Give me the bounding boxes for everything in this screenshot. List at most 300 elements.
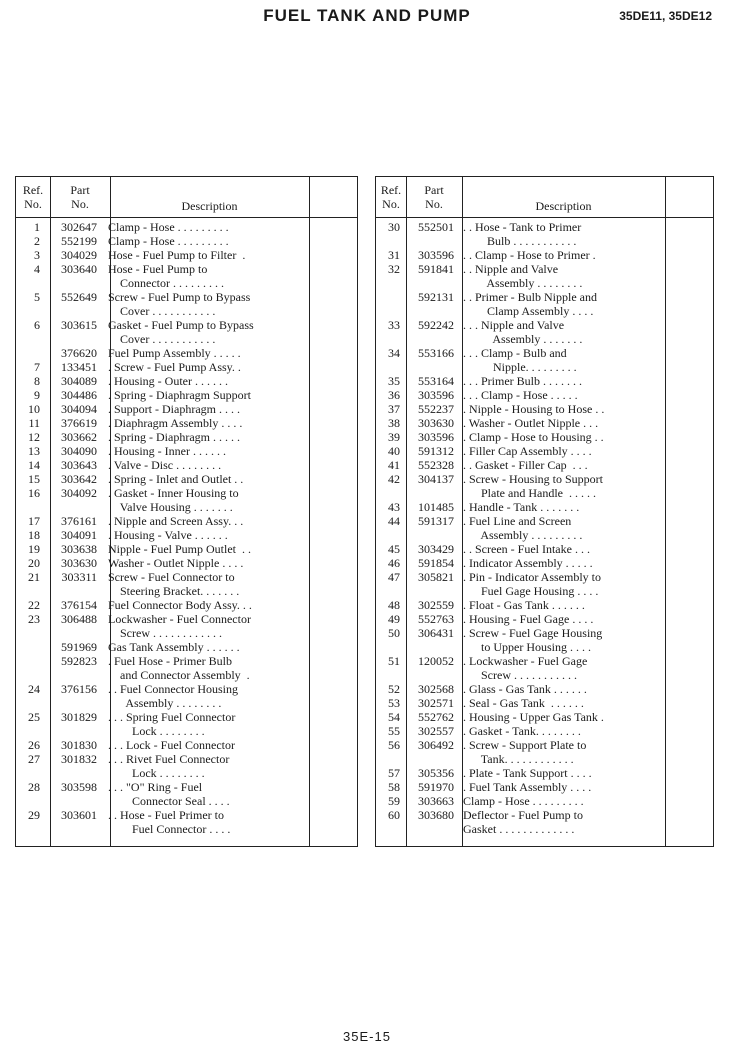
- ref-number: 52: [388, 682, 400, 696]
- ref-number: 36: [388, 388, 400, 402]
- parts-row: [16, 444, 357, 458]
- part-description: Screw . . . . . . . . . . . .: [108, 626, 222, 640]
- part-description: . Fuel Hose - Primer Bulb: [108, 654, 232, 668]
- part-description: . . Hose - Fuel Primer to: [108, 808, 224, 822]
- ref-number: 13: [28, 444, 40, 458]
- header-ref-line1: Ref.: [22, 183, 44, 197]
- part-number: 302571: [418, 696, 454, 710]
- parts-row: [16, 318, 357, 332]
- part-number: [400, 822, 457, 836]
- part-number: 101485: [418, 500, 454, 514]
- parts-row: [16, 794, 357, 808]
- ref-number: 9: [34, 388, 40, 402]
- part-description: Assembly . . . . . . . .: [463, 276, 583, 290]
- part-number: 305356: [418, 766, 454, 780]
- parts-row: [16, 248, 357, 262]
- header-description-label: Description: [535, 199, 592, 213]
- parts-row: [16, 738, 357, 752]
- parts-row: [16, 458, 357, 472]
- parts-row: [376, 654, 713, 668]
- parts-row: [16, 430, 357, 444]
- ref-number: 57: [388, 766, 400, 780]
- part-number: 304029: [61, 248, 97, 262]
- part-number: [40, 724, 101, 738]
- part-number: 591969: [61, 640, 97, 654]
- part-number: 303640: [61, 262, 97, 276]
- model-numbers: 35DE11, 35DE12: [619, 9, 712, 23]
- ref-number: 21: [28, 570, 40, 584]
- header-ref-line2: No.: [382, 197, 400, 211]
- ref-number: 14: [28, 458, 40, 472]
- parts-row: [16, 374, 357, 388]
- ref-number: 10: [28, 402, 40, 416]
- part-number: 553164: [418, 374, 454, 388]
- ref-number: 15: [28, 472, 40, 486]
- ref-number: 33: [388, 318, 400, 332]
- part-description: . Glass - Gas Tank . . . . . .: [463, 682, 587, 696]
- parts-row: [16, 332, 357, 346]
- ref-number: 16: [28, 486, 40, 500]
- part-description: Bulb . . . . . . . . . . .: [463, 234, 577, 248]
- ref-number: [16, 640, 40, 654]
- header-part: [406, 177, 462, 217]
- part-description: . Housing - Fuel Gage . . . .: [463, 612, 594, 626]
- part-number: [40, 668, 101, 682]
- parts-row: [376, 556, 713, 570]
- parts-row: [16, 262, 357, 276]
- part-number: [40, 332, 101, 346]
- ref-number: 19: [28, 542, 40, 556]
- parts-row: [16, 570, 357, 584]
- header-divider: [376, 217, 713, 218]
- ref-number: 3: [34, 248, 40, 262]
- part-number: 591841: [418, 262, 454, 276]
- parts-row: [16, 696, 357, 710]
- part-number: 303429: [418, 542, 454, 556]
- part-number: [40, 626, 101, 640]
- part-number: 302568: [418, 682, 454, 696]
- ref-number: [16, 304, 40, 318]
- part-description: . Screw - Housing to Support: [463, 472, 603, 486]
- ref-number: 47: [388, 570, 400, 584]
- part-number: 133451: [61, 360, 97, 374]
- part-number: [40, 500, 101, 514]
- part-description: . . . Clamp - Hose . . . . .: [463, 388, 578, 402]
- part-description: . Float - Gas Tank . . . . . .: [463, 598, 585, 612]
- part-description: . Pin - Indicator Assembly to: [463, 570, 601, 584]
- part-description: . Nipple and Screen Assy. . .: [108, 514, 244, 528]
- parts-row: [16, 668, 357, 682]
- part-description: . Spring - Diaphragm . . . . .: [108, 430, 240, 444]
- header-part-line1: Part: [424, 183, 444, 197]
- part-description: . Support - Diaphragm . . . .: [108, 402, 240, 416]
- part-number: 591970: [418, 780, 454, 794]
- part-number: 303311: [61, 570, 97, 584]
- ref-number: 50: [388, 626, 400, 640]
- rows-left: [16, 220, 357, 836]
- part-number: 552328: [418, 458, 454, 472]
- parts-row: [16, 276, 357, 290]
- part-description: . Screw - Fuel Gage Housing: [463, 626, 603, 640]
- part-description: Cover . . . . . . . . . . .: [108, 332, 216, 346]
- ref-number: 4: [34, 262, 40, 276]
- part-description: . Plate - Tank Support . . . .: [463, 766, 592, 780]
- parts-row: [16, 556, 357, 570]
- part-description: Valve Housing . . . . . . .: [108, 500, 233, 514]
- part-number: 302557: [418, 724, 454, 738]
- header-part: [50, 177, 110, 217]
- ref-number: 45: [388, 542, 400, 556]
- part-description: . . . Spring Fuel Connector: [108, 710, 236, 724]
- parts-table-left: [15, 176, 358, 847]
- ref-number: 8: [34, 374, 40, 388]
- part-description: Fuel Gage Housing . . . .: [463, 584, 599, 598]
- part-number: 302559: [418, 598, 454, 612]
- ref-number: [376, 668, 400, 682]
- parts-row: [376, 374, 713, 388]
- part-description: . Housing - Upper Gas Tank .: [463, 710, 604, 724]
- part-number: [400, 584, 457, 598]
- parts-row: [376, 416, 713, 430]
- part-description: . . Fuel Connector Housing: [108, 682, 238, 696]
- header-part-line2: No.: [71, 197, 89, 211]
- parts-row: [376, 668, 713, 682]
- page-title: FUEL TANK AND PUMP: [263, 6, 471, 25]
- parts-row: [376, 724, 713, 738]
- part-number: 304092: [61, 486, 97, 500]
- parts-row: [376, 570, 713, 584]
- ref-number: 41: [388, 458, 400, 472]
- ref-number: 44: [388, 514, 400, 528]
- part-number: 301829: [61, 710, 97, 724]
- parts-row: [16, 220, 357, 234]
- part-description: . Spring - Inlet and Outlet . .: [108, 472, 244, 486]
- parts-row: [376, 598, 713, 612]
- ref-number: 30: [388, 220, 400, 234]
- part-description: . Screw - Support Plate to: [463, 738, 587, 752]
- ref-number: [376, 640, 400, 654]
- ref-number: 32: [388, 262, 400, 276]
- ref-number: [376, 822, 400, 836]
- part-description: . . . Lock - Fuel Connector: [108, 738, 235, 752]
- part-number: [40, 794, 101, 808]
- part-number: 303598: [61, 780, 97, 794]
- part-description: Gas Tank Assembly . . . . . .: [108, 640, 240, 654]
- parts-row: [16, 822, 357, 836]
- ref-number: 43: [388, 500, 400, 514]
- part-number: 304137: [418, 472, 454, 486]
- part-description: Fuel Connector Body Assy. . .: [108, 598, 252, 612]
- header-ref: [16, 177, 50, 217]
- header-part-line1: Part: [70, 183, 90, 197]
- part-number: 303596: [418, 388, 454, 402]
- ref-number: 58: [388, 780, 400, 794]
- header-ref: [376, 177, 406, 217]
- parts-row: [376, 346, 713, 360]
- parts-row: [376, 626, 713, 640]
- ref-number: 42: [388, 472, 400, 486]
- parts-row: [376, 220, 713, 234]
- part-number: 304091: [61, 528, 97, 542]
- parts-row: [376, 486, 713, 500]
- part-number: 305821: [418, 570, 454, 584]
- parts-row: [16, 710, 357, 724]
- part-number: 376620: [61, 346, 97, 360]
- parts-row: [16, 402, 357, 416]
- part-description: . . Screen - Fuel Intake . . .: [463, 542, 590, 556]
- ref-number: 60: [388, 808, 400, 822]
- ref-number: 18: [28, 528, 40, 542]
- parts-row: [376, 388, 713, 402]
- parts-row: [376, 514, 713, 528]
- part-number: [40, 584, 101, 598]
- part-description: Connector . . . . . . . . .: [108, 276, 224, 290]
- parts-row: [376, 472, 713, 486]
- ref-number: 25: [28, 710, 40, 724]
- parts-row: [376, 542, 713, 556]
- part-description: . Valve - Disc . . . . . . . .: [108, 458, 222, 472]
- parts-row: [376, 318, 713, 332]
- part-description: . . . Clamp - Bulb and: [463, 346, 567, 360]
- ref-number: [16, 794, 40, 808]
- ref-number: [16, 346, 40, 360]
- ref-number: 5: [34, 290, 40, 304]
- ref-number: [376, 360, 400, 374]
- part-description: . . . Primer Bulb . . . . . . .: [463, 374, 582, 388]
- part-description: . Indicator Assembly . . . . .: [463, 556, 593, 570]
- header-divider: [16, 217, 357, 218]
- ref-number: [376, 486, 400, 500]
- part-description: Cover . . . . . . . . . . .: [108, 304, 216, 318]
- part-description: Screw . . . . . . . . . . .: [463, 668, 577, 682]
- part-description: Washer - Outlet Nipple . . . .: [108, 556, 244, 570]
- part-number: 301830: [61, 738, 97, 752]
- ref-number: 17: [28, 514, 40, 528]
- parts-row: [376, 248, 713, 262]
- part-description: Deflector - Fuel Pump to: [463, 808, 583, 822]
- part-number: 303596: [418, 248, 454, 262]
- part-number: 303663: [418, 794, 454, 808]
- parts-row: [16, 654, 357, 668]
- part-description: . Spring - Diaphragm Support: [108, 388, 251, 402]
- parts-row: [376, 696, 713, 710]
- part-number: 552763: [418, 612, 454, 626]
- parts-row: [376, 766, 713, 780]
- part-number: 303643: [61, 458, 97, 472]
- part-description: . . Nipple and Valve: [463, 262, 559, 276]
- part-description: . Housing - Valve . . . . . .: [108, 528, 228, 542]
- part-description: Clamp - Hose . . . . . . . . .: [463, 794, 584, 808]
- ref-number: 27: [28, 752, 40, 766]
- parts-row: [376, 304, 713, 318]
- part-description: Screw - Fuel Connector to: [108, 570, 235, 584]
- part-number: 301832: [61, 752, 97, 766]
- part-description: . Nipple - Housing to Hose . .: [463, 402, 605, 416]
- parts-row: [16, 472, 357, 486]
- header-ref-line2: No.: [24, 197, 42, 211]
- ref-number: 49: [388, 612, 400, 626]
- ref-number: 34: [388, 346, 400, 360]
- header-description: [462, 177, 665, 217]
- ref-number: 38: [388, 416, 400, 430]
- part-description: . . Clamp - Hose to Primer .: [463, 248, 596, 262]
- header-ref-line1: Ref.: [380, 183, 402, 197]
- ref-number: 46: [388, 556, 400, 570]
- part-number: [400, 304, 457, 318]
- part-number: [40, 766, 101, 780]
- part-number: 304089: [61, 374, 97, 388]
- part-description: Nipple. . . . . . . . .: [463, 360, 577, 374]
- part-description: . Housing - Outer . . . . . .: [108, 374, 228, 388]
- parts-row: [16, 640, 357, 654]
- ref-number: [16, 766, 40, 780]
- ref-number: 22: [28, 598, 40, 612]
- ref-number: [376, 528, 400, 542]
- ref-number: [16, 584, 40, 598]
- parts-row: [16, 780, 357, 794]
- part-number: 592823: [61, 654, 97, 668]
- parts-row: [376, 738, 713, 752]
- part-number: 306492: [418, 738, 454, 752]
- part-number: 376156: [61, 682, 97, 696]
- ref-number: 31: [388, 248, 400, 262]
- part-number: 376619: [61, 416, 97, 430]
- part-description: Assembly . . . . . . . . .: [463, 528, 583, 542]
- part-description: . . . "O" Ring - Fuel: [108, 780, 203, 794]
- ref-number: 2: [34, 234, 40, 248]
- part-number: 553166: [418, 346, 454, 360]
- part-number: 552649: [61, 290, 97, 304]
- parts-row: [376, 262, 713, 276]
- part-number: 303630: [418, 416, 454, 430]
- part-number: 306488: [61, 612, 97, 626]
- part-description: . . Hose - Tank to Primer: [463, 220, 582, 234]
- ref-number: 37: [388, 402, 400, 416]
- ref-number: 54: [388, 710, 400, 724]
- parts-row: [376, 500, 713, 514]
- part-description: Fuel Connector . . . .: [108, 822, 231, 836]
- parts-row: [376, 584, 713, 598]
- ref-number: [16, 822, 40, 836]
- part-description: Steering Bracket. . . . . . .: [108, 584, 240, 598]
- part-description: Lockwasher - Fuel Connector: [108, 612, 251, 626]
- part-number: [400, 276, 457, 290]
- part-number: 303638: [61, 542, 97, 556]
- parts-row: [16, 542, 357, 556]
- ref-number: 40: [388, 444, 400, 458]
- part-description: Lock . . . . . . . .: [108, 766, 205, 780]
- part-description: . Clamp - Hose to Housing . .: [463, 430, 604, 444]
- header-description: [110, 177, 309, 217]
- part-number: 376154: [61, 598, 97, 612]
- parts-row: [376, 710, 713, 724]
- header-description-label: Description: [181, 199, 238, 213]
- part-description: to Upper Housing . . . .: [463, 640, 591, 654]
- parts-row: [376, 780, 713, 794]
- part-description: Clamp - Hose . . . . . . . . .: [108, 220, 229, 234]
- part-description: . Lockwasher - Fuel Gage: [463, 654, 588, 668]
- part-number: 306431: [418, 626, 454, 640]
- part-number: [400, 752, 457, 766]
- ref-number: 28: [28, 780, 40, 794]
- parts-row: [16, 724, 357, 738]
- parts-row: [376, 794, 713, 808]
- parts-row: [16, 626, 357, 640]
- ref-number: 1: [34, 220, 40, 234]
- part-description: Hose - Fuel Pump to: [108, 262, 208, 276]
- part-number: [400, 640, 457, 654]
- part-description: Gasket - Fuel Pump to Bypass: [108, 318, 254, 332]
- parts-row: [376, 528, 713, 542]
- parts-row: [376, 444, 713, 458]
- ref-number: [16, 696, 40, 710]
- part-description: Nipple - Fuel Pump Outlet . .: [108, 542, 251, 556]
- part-description: Clamp - Hose . . . . . . . . .: [108, 234, 229, 248]
- part-description: Lock . . . . . . . .: [108, 724, 205, 738]
- part-number: [400, 332, 457, 346]
- parts-row: [376, 752, 713, 766]
- ref-number: 48: [388, 598, 400, 612]
- part-number: [40, 696, 101, 710]
- part-number: [40, 304, 101, 318]
- part-number: 552237: [418, 402, 454, 416]
- ref-number: [16, 276, 40, 290]
- part-number: 303615: [61, 318, 97, 332]
- part-number: 303680: [418, 808, 454, 822]
- part-number: 303596: [418, 430, 454, 444]
- parts-row: [16, 514, 357, 528]
- parts-row: [16, 290, 357, 304]
- part-number: 592131: [418, 290, 454, 304]
- part-number: 591854: [418, 556, 454, 570]
- part-number: 591317: [418, 514, 454, 528]
- parts-row: [16, 500, 357, 514]
- part-number: 304090: [61, 444, 97, 458]
- parts-row: [16, 682, 357, 696]
- part-number: [400, 668, 457, 682]
- ref-number: 11: [28, 416, 40, 430]
- part-number: 303642: [61, 472, 97, 486]
- part-number: 304094: [61, 402, 97, 416]
- ref-number: [376, 304, 400, 318]
- part-number: 592242: [418, 318, 454, 332]
- parts-row: [376, 822, 713, 836]
- part-description: Plate and Handle . . . . .: [463, 486, 596, 500]
- parts-row: [376, 332, 713, 346]
- parts-row: [376, 430, 713, 444]
- part-number: 303662: [61, 430, 97, 444]
- ref-number: 24: [28, 682, 40, 696]
- parts-row: [16, 234, 357, 248]
- ref-number: 26: [28, 738, 40, 752]
- part-description: . . . Rivet Fuel Connector: [108, 752, 230, 766]
- part-number: [40, 822, 101, 836]
- part-description: . Gasket - Inner Housing to: [108, 486, 239, 500]
- parts-row: [376, 234, 713, 248]
- part-number: 303630: [61, 556, 97, 570]
- parts-row: [16, 360, 357, 374]
- ref-number: [16, 668, 40, 682]
- part-number: [400, 528, 457, 542]
- parts-row: [16, 752, 357, 766]
- parts-row: [16, 612, 357, 626]
- part-description: Tank. . . . . . . . . . . .: [463, 752, 574, 766]
- parts-row: [16, 528, 357, 542]
- part-description: Hose - Fuel Pump to Filter .: [108, 248, 246, 262]
- parts-table-right: [375, 176, 714, 847]
- ref-number: [376, 290, 400, 304]
- part-description: . . . Nipple and Valve: [463, 318, 565, 332]
